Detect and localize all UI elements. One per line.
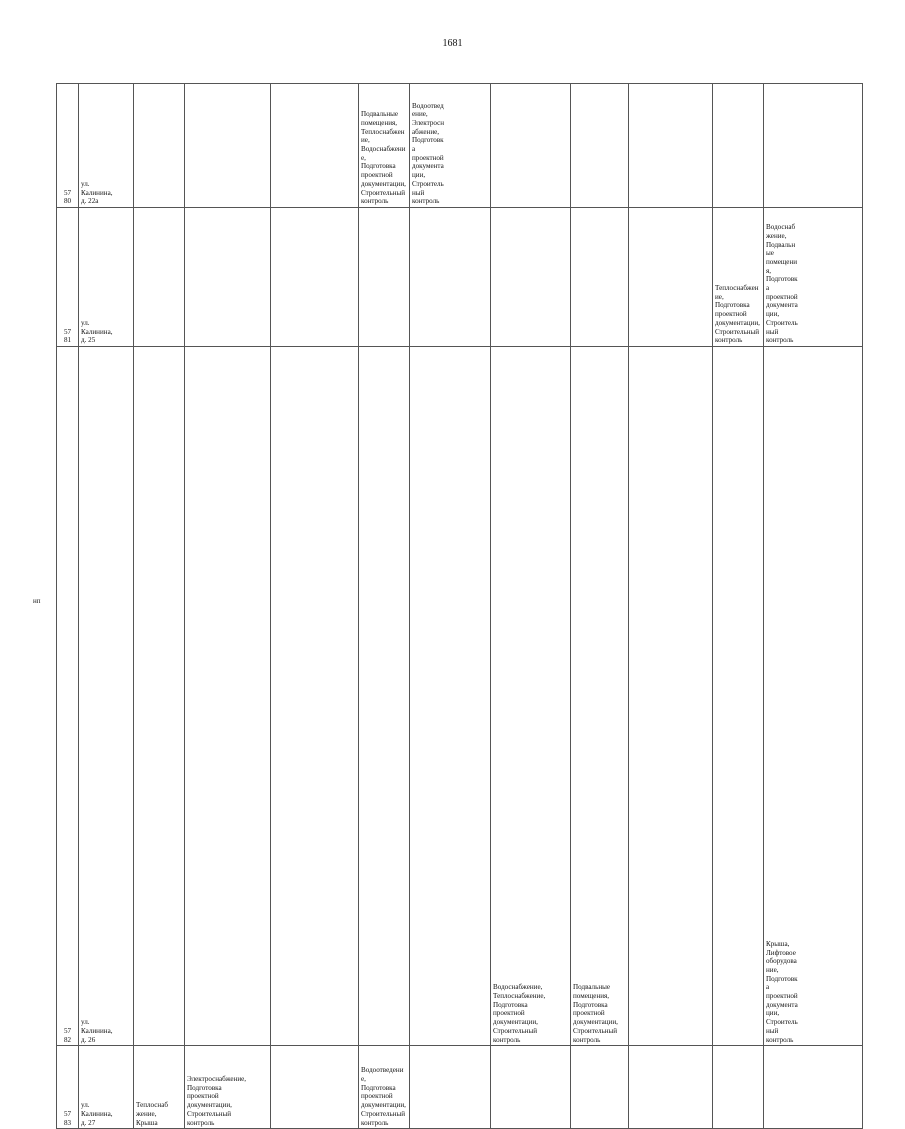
work-type-cell: [629, 1046, 713, 1129]
work-type-cell: Электроснабжение, Подготовка проектной документации, Строительный контроль: [185, 1046, 271, 1129]
work-type-cell: Подвальные помещения, Теплоснабжение, Водоснабжение, Подготовка проектной документации, Строительный контроль: [359, 84, 410, 208]
work-type-cell: Подвальные помещения, Подготовка проектной документации, Строительный контроль: [571, 347, 629, 1046]
address-cell: ул. Калинина, д. 22а: [79, 84, 134, 208]
footer-mark: нп: [33, 597, 41, 605]
work-type-cell: [359, 347, 410, 1046]
work-type-cell: [713, 84, 764, 208]
row-number-cell: 57 82: [57, 347, 79, 1046]
work-type-cell: Крыша, Лифтовое оборудова ние, Подготовк а проектной документа ции, Строитель ный контроль: [764, 347, 863, 1046]
work-type-cell: [491, 1046, 571, 1129]
work-type-cell: Водоотвед ение, Электросн абжение, Подготовк а проектной документа ции, Строитель ный контроль: [410, 84, 491, 208]
work-type-cell: [629, 347, 713, 1046]
work-type-cell: [185, 347, 271, 1046]
table-row: [57, 1046, 863, 1129]
work-type-cell: [571, 1046, 629, 1129]
work-type-cell: [410, 347, 491, 1046]
work-type-cell: [713, 347, 764, 1046]
work-type-cell: [134, 208, 185, 347]
table-row: [57, 208, 863, 347]
table-row: [57, 347, 863, 1046]
row-number-cell: 57 83: [57, 1046, 79, 1129]
work-type-cell: [764, 1046, 863, 1129]
work-type-cell: [271, 1046, 359, 1129]
table-row: [57, 84, 863, 208]
work-type-cell: [271, 208, 359, 347]
work-type-cell: [713, 1046, 764, 1129]
work-type-cell: Водоснабжение, Теплоснабжение, Подготовка проектной документации, Строительный контроль: [491, 347, 571, 1046]
work-type-cell: [185, 208, 271, 347]
work-type-cell: [491, 208, 571, 347]
work-type-cell: [134, 84, 185, 208]
row-number-cell: 57 81: [57, 208, 79, 347]
work-type-cell: [271, 84, 359, 208]
work-type-cell: [629, 208, 713, 347]
address-cell: ул. Калинина, д. 26: [79, 347, 134, 1046]
work-type-cell: [359, 208, 410, 347]
address-cell: ул. Калинина, д. 25: [79, 208, 134, 347]
page-number: 1681: [442, 38, 463, 49]
work-type-cell: Водоснаб жение, Подвальн ые помещени я, Подготовк а проектной документа ции, Строитель ный контроль: [764, 208, 863, 347]
work-type-cell: [410, 1046, 491, 1129]
work-type-cell: [764, 84, 863, 208]
address-cell: ул. Калинина, д. 27: [79, 1046, 134, 1129]
work-type-cell: [491, 84, 571, 208]
work-type-cell: [410, 208, 491, 347]
repair-schedule-table: [56, 83, 863, 1129]
row-number-cell: 57 80: [57, 84, 79, 208]
work-type-cell: [271, 347, 359, 1046]
work-type-cell: [629, 84, 713, 208]
work-type-cell: [185, 84, 271, 208]
work-type-cell: Теплоснаб жение, Крыша: [134, 1046, 185, 1129]
work-type-cell: Водоотведение, Подготовка проектной документации, Строительный контроль: [359, 1046, 410, 1129]
work-type-cell: [134, 347, 185, 1046]
work-type-cell: Теплоснабжение, Подготовка проектной документации, Строительный контроль: [713, 208, 764, 347]
work-type-cell: [571, 84, 629, 208]
work-type-cell: [571, 208, 629, 347]
